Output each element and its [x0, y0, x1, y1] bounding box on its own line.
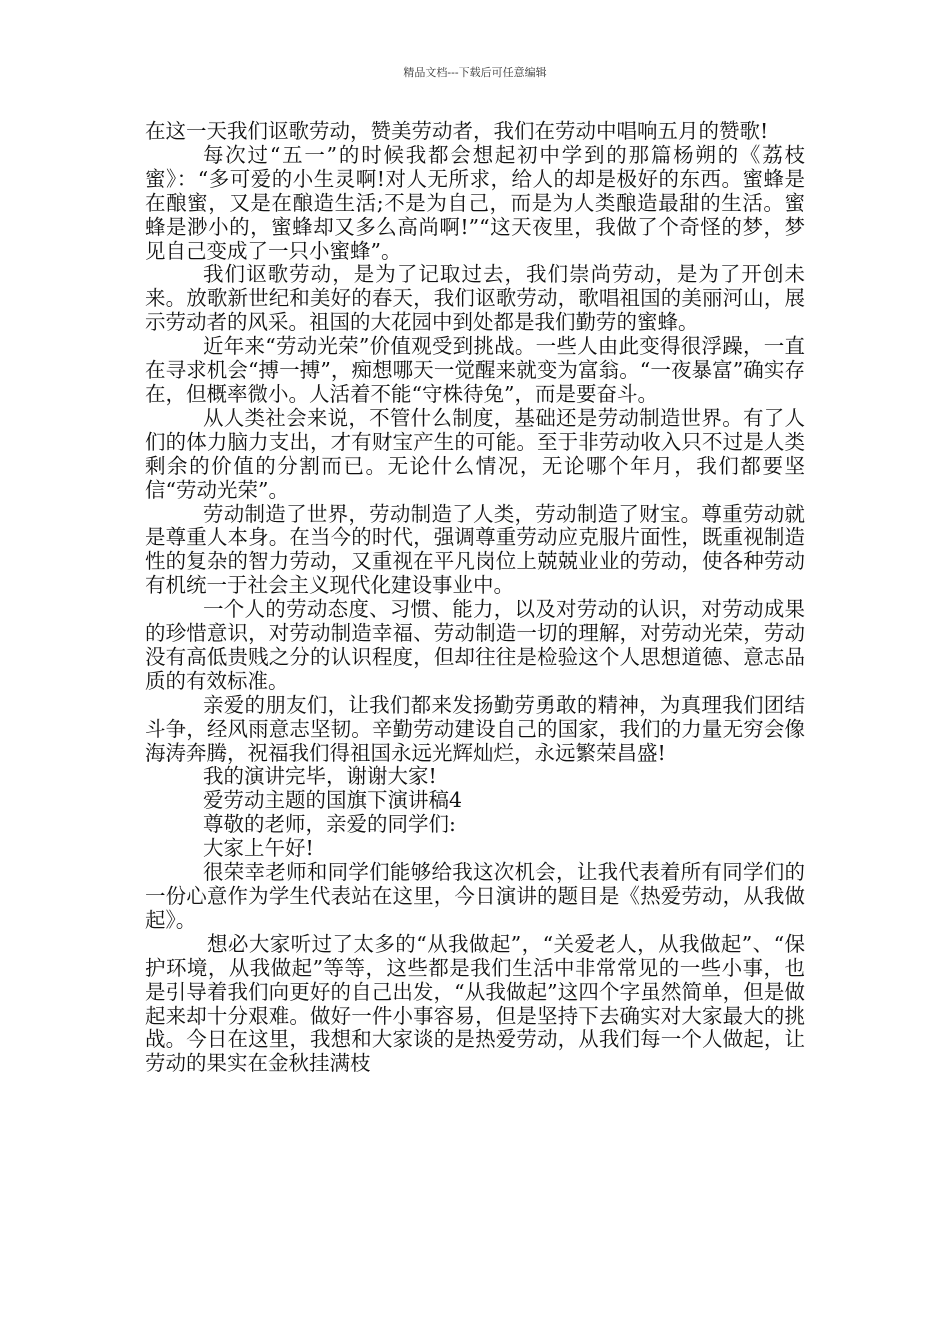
- paragraph: 很荣幸老师和同学们能够给我这次机会，让我代表着所有同学们的一份心意作为学生代表站在这里，今日演讲的题目是《热爱劳动，从我做起》。: [145, 860, 805, 932]
- paragraph: 在这一天我们讴歌劳动，赞美劳动者，我们在劳动中唱响五月的赞歌!: [145, 119, 769, 143]
- document-body: [145, 120, 805, 1076]
- closing-line: 我的演讲完毕，谢谢大家!: [203, 764, 437, 789]
- paragraph: 近年来“劳动光荣”价值观受到挑战。一些人由此变得很浮躁，一直在寻求机会“搏一搏”，痴想哪天一觉醒来就变为富翁。“一夜暴富”确实存在，但概率微小。人活着不能“守株待兔”，而是要奋斗。: [145, 334, 805, 406]
- paragraph: 亲爱的朋友们，让我们都来发扬勤劳勇敢的精神，为真理我们团结斗争，经风雨意志坚韧。辛勤劳动建设自己的国家，我们的力量无穷会像海涛奔腾，祝福我们得祖国永远光辉灿烂，永远繁荣昌盛!: [145, 692, 805, 765]
- section-title: 爱劳动主题的国旗下演讲稿4: [203, 788, 463, 813]
- paragraph: 劳动制造了世界，劳动制造了人类，劳动制造了财宝。尊重劳动就是尊重人本身。在当今的时代，强调尊重劳动应克服片面性，既重视制造性的复杂的智力劳动，又重视在平凡岗位上兢兢业业的劳动，使各种劳动有机统一于社会主义现代化建设事业中。: [145, 501, 805, 598]
- page-header: 精品文档---下载后可任意编辑: [403, 66, 547, 79]
- paragraph: 从人类社会来说，不管什么制度，基础还是劳动制造世界。有了人们的体力脑力支出，才有财宝产生的可能。至于非劳动收入只不过是人类剩余的价值的分割而已。无论什么情况，无论哪个年月，我们都要坚信“劳动光荣”。: [145, 405, 805, 502]
- paragraph: 想必大家听过了太多的“从我做起”，“关爱老人，从我做起”、“保护环境，从我做起”等等，这些都是我们生活中非常常见的一些小事，也是引导着我们向更好的自己出发，“从我做起”这四个字虽然简单，但是做起来却十分艰难。做好一件小事容易，但是坚持下去确实对大家最大的挑战。今日在这里，我想和大家谈的是热爱劳动，从我们每一个人做起，让劳动的果实在金秋挂满枝: [145, 931, 805, 1076]
- paragraph: 我们讴歌劳动，是为了记取过去，我们崇尚劳动，是为了开创未来。放歌新世纪和美好的春天，我们讴歌劳动，歌唱祖国的美丽河山，展示劳动者的风采。祖国的大花园中到处都是我们勤劳的蜜蜂。: [145, 262, 805, 335]
- paragraph: 每次过“五一”的时候我都会想起初中学到的那篇杨朔的《荔枝蜜》：“多可爱的小生灵啊!对人无所求，给人的却是极好的东西。蜜蜂是在酿蜜，又是在酿造生活;不是为自己，而是为人类酿造最甜的生活。蜜蜂是渺小的，蜜蜂却又多么高尚啊!”“这天夜里，我做了个奇怪的梦，梦见自己变成了一只小蜜蜂”。: [145, 142, 805, 263]
- salutation: 尊敬的老师，亲爱的同学们:: [203, 812, 456, 837]
- paragraph: 一个人的劳动态度、习惯、能力，以及对劳动的认识，对劳动成果的珍惜意识，对劳动制造幸福、劳动制造一切的理解，对劳动光荣，劳动没有高低贵贱之分的认识程度，但却往往是检验这个人思想道德、意志品质的有效标准。: [145, 597, 805, 693]
- greeting: 大家上午好!: [203, 836, 314, 861]
